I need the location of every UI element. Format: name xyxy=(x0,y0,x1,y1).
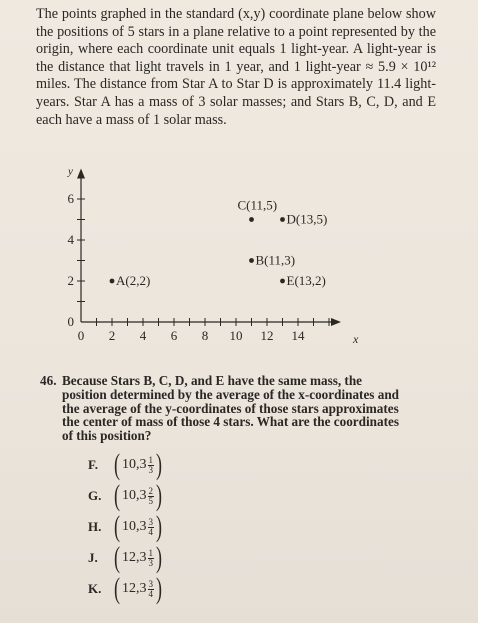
question-text: Because Stars B, C, D, and E have the same mass, the position determined by the average of the x-coordinates and the average of the y-coordinates of those stars approximates the center of mass of those 4 stars. What are the coordinates of this position? xyxy=(62,373,399,444)
x-tick-label: 0 xyxy=(77,328,85,343)
choice-letter: G. xyxy=(88,488,102,503)
y-tick-label: 0 xyxy=(67,314,74,329)
star-label: B(11,3) xyxy=(255,252,296,268)
star-label: D(13,5) xyxy=(286,211,328,227)
star-points xyxy=(110,198,328,289)
choice-letter: J. xyxy=(88,550,98,565)
question-block xyxy=(40,373,408,444)
y-axis-arrow xyxy=(77,169,85,179)
choice-j[interactable] xyxy=(88,543,164,573)
choice-letter: F. xyxy=(88,457,98,472)
star-point xyxy=(249,217,254,222)
choice-value: ( 12,3 $\frac{3}{4}$ ) xyxy=(114,572,162,605)
y-tick-label: 6 xyxy=(67,191,74,206)
x-tick-label: 14 xyxy=(291,328,305,343)
star-label: C(11,5) xyxy=(237,197,278,213)
x-tick-label: 4 xyxy=(139,328,147,343)
star-label: E(13,2) xyxy=(286,273,326,288)
choice-h[interactable] xyxy=(88,512,164,542)
x-axis-label: x xyxy=(353,332,359,346)
choice-f[interactable] xyxy=(88,450,164,480)
choice-value: ( 10,3 $\frac{2}{5}$ ) xyxy=(114,479,162,512)
y-axis-label: y xyxy=(68,165,73,178)
choice-letter: H. xyxy=(88,519,102,534)
star-point xyxy=(280,217,285,222)
x-tick-label: 12 xyxy=(260,328,274,343)
x-tick-label: 2 xyxy=(108,328,116,343)
choice-g[interactable] xyxy=(88,481,164,511)
star-point xyxy=(249,258,254,263)
axes xyxy=(67,166,359,347)
x-tick-label: 8 xyxy=(201,328,209,343)
star-point xyxy=(280,279,285,284)
star-label: A(2,2) xyxy=(116,273,151,288)
x-tick-label: 10 xyxy=(229,328,243,343)
choice-letter: K. xyxy=(88,581,102,596)
y-tick-label: 2 xyxy=(67,273,74,288)
star-point xyxy=(110,279,115,284)
choice-value: ( 10,3 $\frac{3}{4}$ ) xyxy=(114,510,162,543)
x-tick-label: 6 xyxy=(170,328,178,343)
choice-k[interactable] xyxy=(88,574,164,604)
question-number: 46. xyxy=(40,373,57,388)
intro-paragraph: The points graphed in the standard (x,y) coordinate plane below show the positions of 5 stars in a plane relative to a point represented by the origin, where each coordinate unit equals 1 light-year. A light-year is the distance that light travels in 1 year, and 1 light-year ≈ 5.9 × 10¹² miles. The distance from Star A to Star D is approximately 11.4 light-years. Star A has a mass of 3 solar masses; and Stars B, C, D, and E each have a mass of 1 solar mass. xyxy=(36,6,436,128)
x-axis-arrow xyxy=(331,318,341,326)
y-tick-label: 4 xyxy=(67,232,74,247)
choice-value: ( 10,3 $\frac{1}{3}$ ) xyxy=(114,448,162,481)
choice-value: ( 12,3 $\frac{1}{3}$ ) xyxy=(114,541,162,574)
